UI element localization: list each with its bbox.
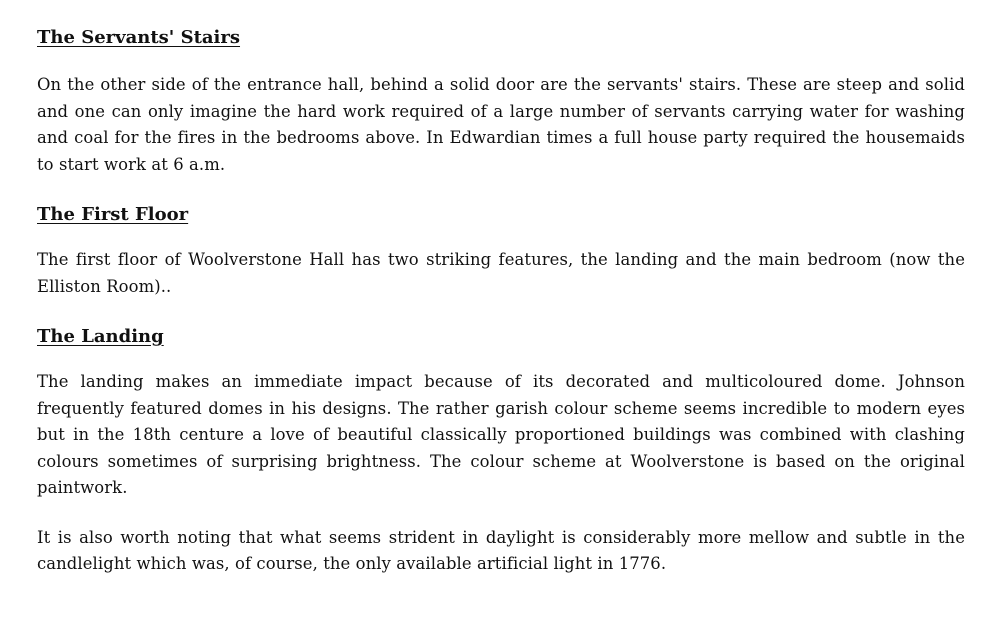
paragraph-landing-candlelight: It is also worth noting that what seems strident in daylight is considerably more mellow and subtle in the candlelight which was, of course, the only available artificial light in 1776. bbox=[37, 527, 965, 573]
document-body bbox=[37, 24, 965, 578]
heading-first-floor: The First Floor bbox=[37, 204, 189, 225]
heading-servants-stairs: The Servants' Stairs bbox=[37, 27, 241, 48]
heading-landing: The Landing bbox=[37, 326, 164, 347]
paragraph-servants-stairs: On the other side of the entrance hall, behind a solid door are the servants' stairs. These are steep and solid and one can only imagine the hard work required of a large number of servants carrying water for washing and coal for the fires in the bedrooms above. In Edwardian times a full house party required the housemaids to start work at 6 a.m. bbox=[37, 75, 965, 174]
paragraph-first-floor: The first floor of Woolverstone Hall has two striking features, the landing and the main bedroom (now the Elliston Room).. bbox=[37, 250, 965, 296]
paragraph-landing-dome: The landing makes an immediate impact because of its decorated and multicoloured dome. Johnson frequently featured domes in his designs. The rather garish colour scheme seems incredible to modern eyes but in the 18th centure a love of beautiful classically proportioned buildings was combined with clashing colours sometimes of surprising brightness. The colour scheme at Woolverstone is based on the original paintwork. bbox=[37, 372, 965, 497]
